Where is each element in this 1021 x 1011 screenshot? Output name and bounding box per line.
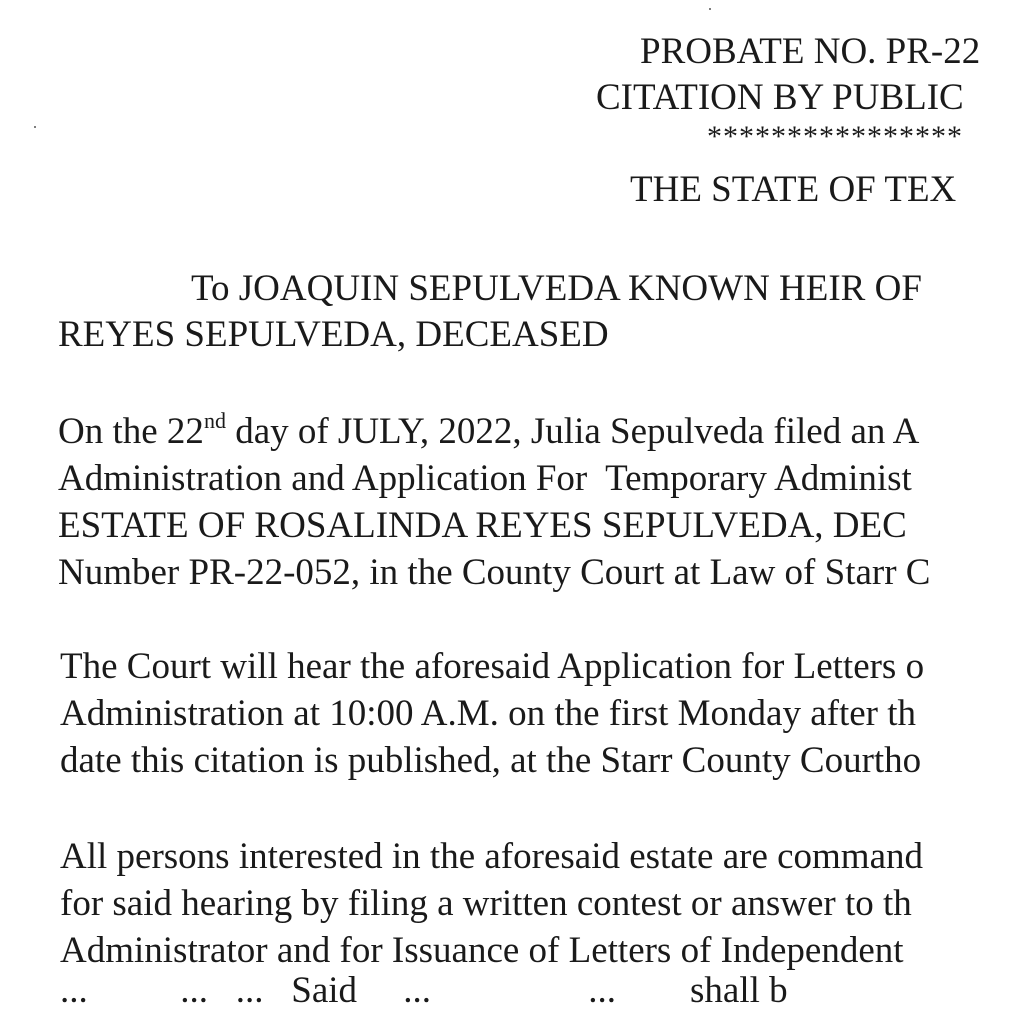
citation-title: CITATION BY PUBLIC xyxy=(596,77,964,118)
paragraph-2-line-3: date this citation is published, at the Starr County Courtho xyxy=(60,740,922,781)
probate-number: PROBATE NO. PR-22 xyxy=(640,31,981,72)
date-prefix: On the 22 xyxy=(58,411,204,452)
paragraph-1-line-2: Administration and Application For Temporary Administ xyxy=(58,458,912,499)
scan-speck xyxy=(34,126,36,128)
paragraph-3-line-4-cropped: ... ... ... Said ... ... shall b xyxy=(60,970,788,1011)
paragraph-3-line-1: All persons interested in the aforesaid estate are command xyxy=(60,836,924,877)
paragraph-3-line-3: Administrator and for Issuance of Letters of Independent xyxy=(60,930,904,971)
paragraph-2-line-2: Administration at 10:00 A.M. on the first Monday after th xyxy=(60,693,917,734)
filing-text: day of JULY, 2022, Julia Sepulveda filed an A xyxy=(225,411,920,452)
ordinal-suffix: nd xyxy=(203,407,226,433)
paragraph-3-line-2: for said hearing by filing a written contest or answer to th xyxy=(60,883,912,924)
paragraph-1-line-3: ESTATE OF ROSALINDA REYES SEPULVEDA, DEC xyxy=(58,505,907,546)
paragraph-1-line-4: Number PR-22-052, in the County Court at Law of Starr C xyxy=(58,552,931,593)
state-heading: THE STATE OF TEX xyxy=(630,169,957,210)
paragraph-2-line-1: The Court will hear the aforesaid Application for Letters o xyxy=(60,646,925,687)
addressee-line-1: To JOAQUIN SEPULVEDA KNOWN HEIR OF xyxy=(191,268,922,309)
asterisk-divider: **************** xyxy=(707,120,963,153)
addressee-line-2: REYES SEPULVEDA, DECEASED xyxy=(58,314,609,355)
paragraph-1-line-1 xyxy=(58,407,920,452)
scan-speck xyxy=(709,8,711,10)
